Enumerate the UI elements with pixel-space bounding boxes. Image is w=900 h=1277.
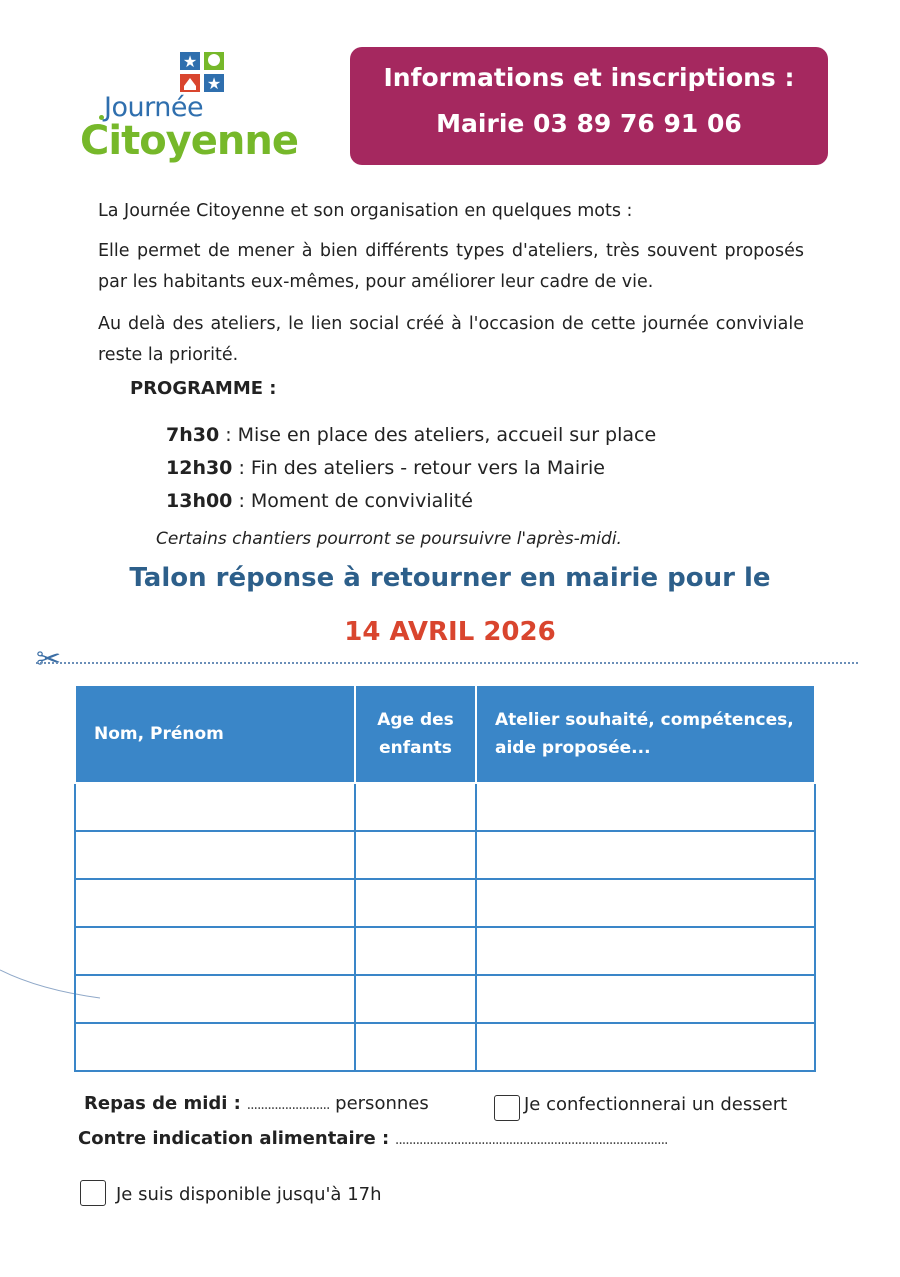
svg-text:★: ★ bbox=[206, 74, 222, 93]
table-cell[interactable] bbox=[75, 831, 355, 879]
table-cell[interactable] bbox=[75, 927, 355, 975]
repas-label: Repas de midi : bbox=[84, 1093, 241, 1114]
column-header-name: Nom, Prénom bbox=[75, 685, 355, 783]
response-table bbox=[74, 684, 814, 1072]
info-banner bbox=[350, 47, 828, 165]
table-cell[interactable] bbox=[355, 975, 476, 1023]
table-cell[interactable] bbox=[476, 783, 815, 831]
intro-paragraph-3: Au delà des ateliers, le lien social créé à l'occasion de cette journée conviviale reste la priorité. bbox=[98, 314, 804, 365]
programme-text: : Mise en place des ateliers, accueil sur place bbox=[219, 424, 657, 446]
talon-date: 14 AVRIL 2026 bbox=[344, 617, 556, 647]
contre-indication-line bbox=[78, 1128, 667, 1149]
info-banner-title: Informations et inscriptions : bbox=[383, 63, 795, 92]
dispo-label: Je suis disponible jusqu'à 17h bbox=[116, 1184, 382, 1205]
programme-text: : Fin des ateliers - retour vers la Mairie bbox=[232, 457, 605, 479]
table-cell[interactable] bbox=[355, 831, 476, 879]
table-cell[interactable] bbox=[476, 975, 815, 1023]
info-banner-phone: Mairie 03 89 76 91 06 bbox=[436, 109, 742, 138]
column-header-atelier: Atelier souhaité, compétences, aide proposée... bbox=[476, 685, 815, 783]
programme-note: Certains chantiers pourront se poursuivre l'après-midi. bbox=[156, 529, 622, 549]
logo-citoyenne-text: Citoyenne bbox=[80, 118, 298, 164]
table-cell[interactable] bbox=[355, 783, 476, 831]
table-cell[interactable] bbox=[75, 783, 355, 831]
intro-paragraph-1: La Journée Citoyenne et son organisation en quelques mots : bbox=[98, 201, 633, 221]
table-cell[interactable] bbox=[75, 879, 355, 927]
contre-indication-label: Contre indication alimentaire : bbox=[78, 1128, 390, 1149]
svg-text:★: ★ bbox=[182, 52, 198, 71]
dessert-checkbox[interactable] bbox=[494, 1095, 520, 1121]
programme-item bbox=[166, 457, 605, 479]
table-cell[interactable] bbox=[476, 927, 815, 975]
cut-line bbox=[36, 662, 858, 664]
programme-item bbox=[166, 490, 473, 512]
table-cell[interactable] bbox=[355, 879, 476, 927]
talon-title: Talon réponse à retourner en mairie pour le bbox=[129, 563, 771, 593]
table-row bbox=[75, 1023, 815, 1071]
programme-item bbox=[166, 424, 656, 446]
contre-indication-field[interactable]: ............................................................................... bbox=[394, 1132, 668, 1148]
programme-text: : Moment de convivialité bbox=[232, 490, 473, 512]
table-cell[interactable] bbox=[476, 831, 815, 879]
programme-time: 7h30 bbox=[166, 424, 220, 446]
column-header-age: Age des enfants bbox=[355, 685, 476, 783]
programme-time: 12h30 bbox=[166, 457, 233, 479]
repas-unit: personnes bbox=[329, 1093, 429, 1114]
logo-icons bbox=[178, 50, 226, 94]
table-row bbox=[75, 783, 815, 831]
table-cell[interactable] bbox=[355, 927, 476, 975]
table-row bbox=[75, 975, 815, 1023]
repas-count-field[interactable]: ........................ bbox=[246, 1097, 330, 1113]
table-cell[interactable] bbox=[355, 1023, 476, 1071]
intro-paragraph-2: Elle permet de mener à bien différents types d'ateliers, très souvent proposés par les habitants eux-mêmes, pour améliorer leur cadre de vie. bbox=[98, 241, 804, 292]
dispo-checkbox[interactable] bbox=[80, 1180, 106, 1206]
table-cell[interactable] bbox=[75, 1023, 355, 1071]
table-row bbox=[75, 879, 815, 927]
programme-time: 13h00 bbox=[166, 490, 233, 512]
logo-journee-text: Journée bbox=[104, 92, 204, 123]
table-cell[interactable] bbox=[476, 1023, 815, 1071]
scissors-icon: ✂ bbox=[36, 642, 62, 677]
dessert-label: Je confectionnerai un dessert bbox=[524, 1094, 788, 1115]
table-cell[interactable] bbox=[476, 879, 815, 927]
table-row bbox=[75, 927, 815, 975]
table-row bbox=[75, 831, 815, 879]
table-cell[interactable] bbox=[75, 975, 355, 1023]
repas-line bbox=[84, 1093, 429, 1114]
programme-title: PROGRAMME : bbox=[130, 378, 277, 399]
